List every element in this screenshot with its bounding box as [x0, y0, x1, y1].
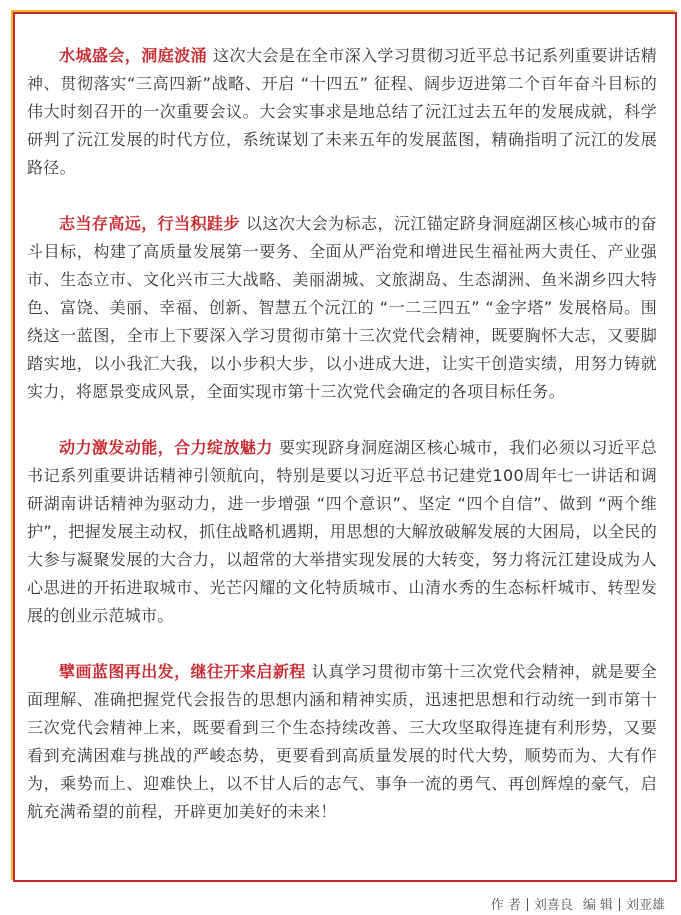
- author-name: 刘喜良: [533, 898, 573, 913]
- paragraph-3-heading: 动力激发动能，合力绽放魅力: [59, 438, 273, 457]
- paragraph-3-body: 要实现跻身洞庭湖区核心城市，我们必须以习近平总书记系列重要讲话精神引领航向，特别是要以习近平总书记建党100周年七一讲话和调研湖南讲话精神为驱动力，进一步增强 “四个意识”、坚定 “四个自信”、做到 “两个维护”，把握发展主动权，抓住战略机遇期，用思想的大解放破解发展的大困局，以全民的大参与凝聚发展的大合力，以超常的大举措实现发展的大转变，努力将沅江建设成为人心思进的开拓进取城市、光芒闪耀的文化特质城市、山清水秀的生态标杆城市、转型发展的创业示范城市。: [27, 438, 657, 625]
- author-label: 作 者: [490, 898, 521, 913]
- credits-footer: [491, 894, 665, 913]
- paragraph-1-body: 这次大会是在全市深入学习贯彻习近平总书记系列重要讲话精神、贯彻落实“三高四新”战略、开启 “十四五” 征程、阔步迈进第二个百年奋斗目标的伟大时刻召开的一次重要会议。大会实事求是地总结了沅江过去五年的发展成就，科学研判了沅江发展的时代方位，系统谋划了未来五年的发展蓝图，精确指明了沅江的发展路径。: [27, 46, 658, 177]
- paragraph-1: [27, 42, 657, 182]
- card-shadow: [11, 10, 675, 880]
- paragraph-2: [27, 210, 657, 406]
- paragraph-2-body: 以这次大会为标志，沅江锚定跻身洞庭湖区核心城市的奋斗目标，构建了高质量发展第一要务、全面从严治党和增进民生福祉两大责任、产业强市、生态立市、文化兴市三大战略、美丽湖城、文旅湖岛、生态湖洲、鱼米湖乡四大特色、富饶、美丽、幸福、创新、智慧五个沅江的 “一二三四五” “金字塔” 发展格局。围绕这一蓝图，全市上下要深入学习贯彻市第十三次党代会精神，既要胸怀大志，又要脚踏实地，以小我汇大我，以小步积大步，以小进成大进，让实干创造实绩，用努力铸就实力，将愿景变成风景，全面实现市第十三次党代会确定的各项目标任务。: [27, 214, 657, 401]
- paragraph-4-heading: 擘画蓝图再出发，继往开来启新程: [59, 662, 306, 681]
- paragraph-4: [27, 658, 657, 826]
- paragraph-2-heading: 志当存高远，行当积跬步: [59, 214, 240, 233]
- paragraph-4-body: 认真学习贯彻市第十三次党代会精神，就是要全面理解、准确把握党代会报告的思想内涵和精神实质，迅速把思想和行动统一到市第十三次党代会精神上来，既要看到三个生态持续改善、三大攻坚取得连捷有利形势，又要看到充满困难与挑战的严峻态势，更要看到高质量发展的时代大势，顺势而为、大有作为，乘势而上、迎难快上，以不甘人后的志气、事争一流的勇气、再创辉煌的豪气，启航充满希望的前程，开辟更加美好的未来！: [27, 662, 657, 821]
- divider: [619, 898, 620, 911]
- divider: [527, 898, 528, 911]
- paragraph-3: [27, 434, 657, 630]
- editor-name: 刘亚雄: [625, 898, 665, 913]
- editor-label: 编 辑: [582, 898, 613, 913]
- article-card: [13, 12, 677, 882]
- paragraph-1-heading: 水城盛会，洞庭波涌: [59, 46, 208, 65]
